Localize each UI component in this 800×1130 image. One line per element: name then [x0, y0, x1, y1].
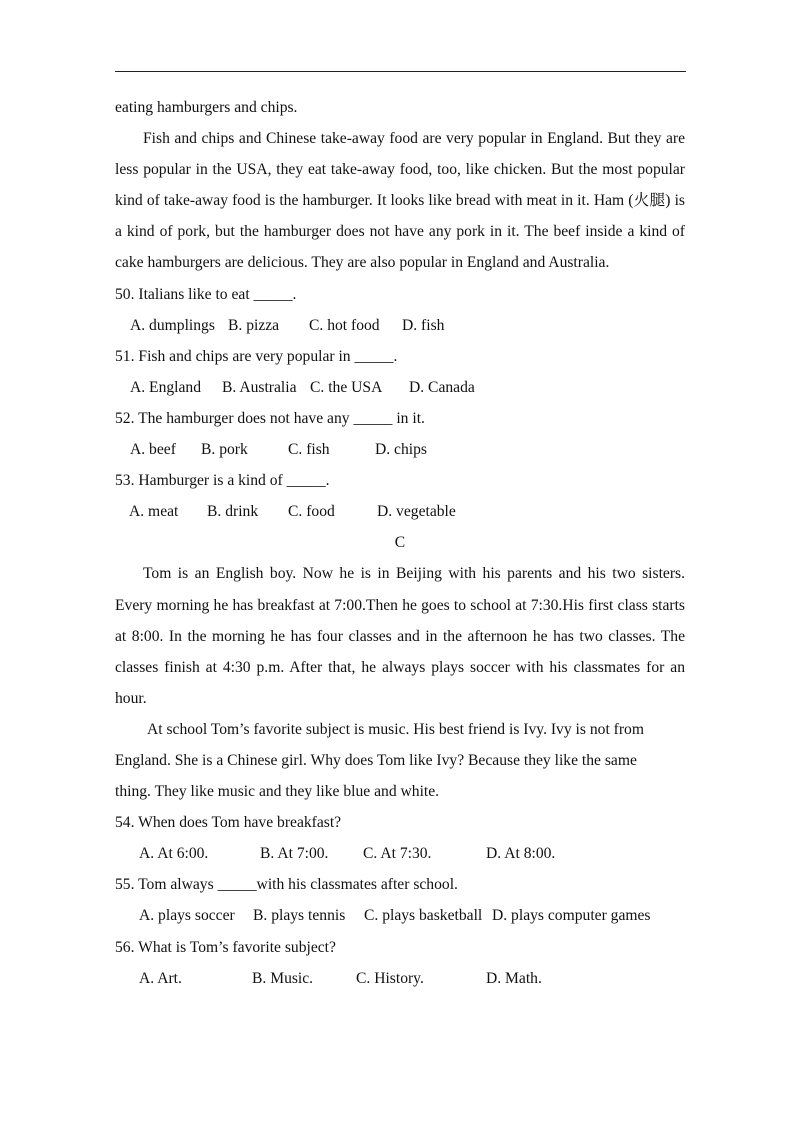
section-c-paragraph-1: Tom is an English boy. Now he is in Beijing with his parents and his two sisters. Every morning he has breakfast at 7:00.Then he goes to school at 7:30.His first class starts at 8:00. In the morning he has four classes and in the afternoon he has two classes. The classes finish at 4:30 p.m. After that, he always plays soccer with his classmates for an hour. — [115, 565, 685, 707]
option-52-b: B. pork — [201, 441, 248, 459]
option-55-a: A. plays soccer — [139, 907, 235, 925]
option-54-c: C. At 7:30. — [363, 845, 432, 863]
passage-b-continuation: eating hamburgers and chips. — [115, 99, 298, 116]
option-50-b: B. pizza — [228, 316, 280, 334]
option-52-c: C. fish — [288, 441, 330, 459]
options-50 — [115, 310, 685, 341]
option-51-b: B. Australia — [222, 378, 297, 396]
option-52-a: A. beef — [130, 441, 176, 459]
option-55-d: D. plays computer games — [492, 907, 651, 925]
question-52: 52. The hamburger does not have any _____ in it. — [115, 409, 425, 427]
section-c-paragraph-2-line-1: At school Tom’s favorite subject is music. His best friend is Ivy. Ivy is not from — [147, 720, 644, 738]
options-52 — [115, 434, 685, 465]
option-51-a: A. England — [130, 378, 202, 396]
option-53-b: B. drink — [207, 503, 259, 521]
options-54 — [115, 838, 685, 869]
question-53: 53. Hamburger is a kind of _____. — [115, 472, 330, 490]
question-54: 54. When does Tom have breakfast? — [115, 814, 342, 832]
option-55-c: C. plays basketball — [364, 907, 483, 925]
option-51-d: D. Canada — [409, 378, 475, 396]
option-56-a: A. Art. — [139, 969, 182, 987]
option-53-d: D. vegetable — [377, 503, 456, 521]
question-55: 55. Tom always _____with his classmates after school. — [115, 876, 458, 894]
option-56-b: B. Music. — [252, 969, 314, 987]
option-55-b: B. plays tennis — [253, 907, 346, 925]
option-50-d: D. fish — [402, 316, 445, 334]
option-56-c: C. History. — [356, 969, 424, 987]
option-56-d: D. Math. — [486, 969, 542, 987]
option-54-a: A. At 6:00. — [139, 845, 209, 863]
option-51-c: C. the USA — [310, 378, 383, 396]
options-56 — [115, 963, 685, 994]
section-c-label: C — [394, 534, 406, 552]
option-50-c: C. hot food — [309, 316, 380, 334]
option-52-d: D. chips — [375, 441, 427, 459]
question-51: 51. Fish and chips are very popular in _____. — [115, 347, 398, 365]
option-53-c: C. food — [288, 503, 335, 521]
option-54-d: D. At 8:00. — [486, 845, 556, 863]
question-56: 56. What is Tom’s favorite subject? — [115, 938, 336, 956]
question-50: 50. Italians like to eat _____. — [115, 285, 297, 303]
section-c-paragraph-2-line-2: England. She is a Chinese girl. Why does Tom like Ivy? Because they like the same — [115, 751, 637, 769]
passage-b-paragraph: Fish and chips and Chinese take-away food are very popular in England. But they are less popular in the USA, they eat take-away food, too, like chicken. But the most popular kind of take-away food is the hamburger. It looks like bread with meat in it. Ham (火腿) is a kind of pork, but the hamburger does not have any pork in it. The beef inside a kind of cake hamburgers are delicious. They are also popular in England and Australia. — [115, 130, 685, 272]
options-55 — [115, 900, 685, 931]
options-51 — [115, 372, 685, 403]
options-53 — [115, 496, 685, 527]
section-c-paragraph-2-line-3: thing. They like music and they like blue and white. — [115, 783, 440, 801]
option-50-a: A. dumplings — [130, 316, 215, 334]
page-content — [115, 92, 685, 994]
option-53-a: A. meat — [129, 503, 179, 521]
header-rule — [115, 71, 686, 72]
option-54-b: B. At 7:00. — [260, 845, 329, 863]
